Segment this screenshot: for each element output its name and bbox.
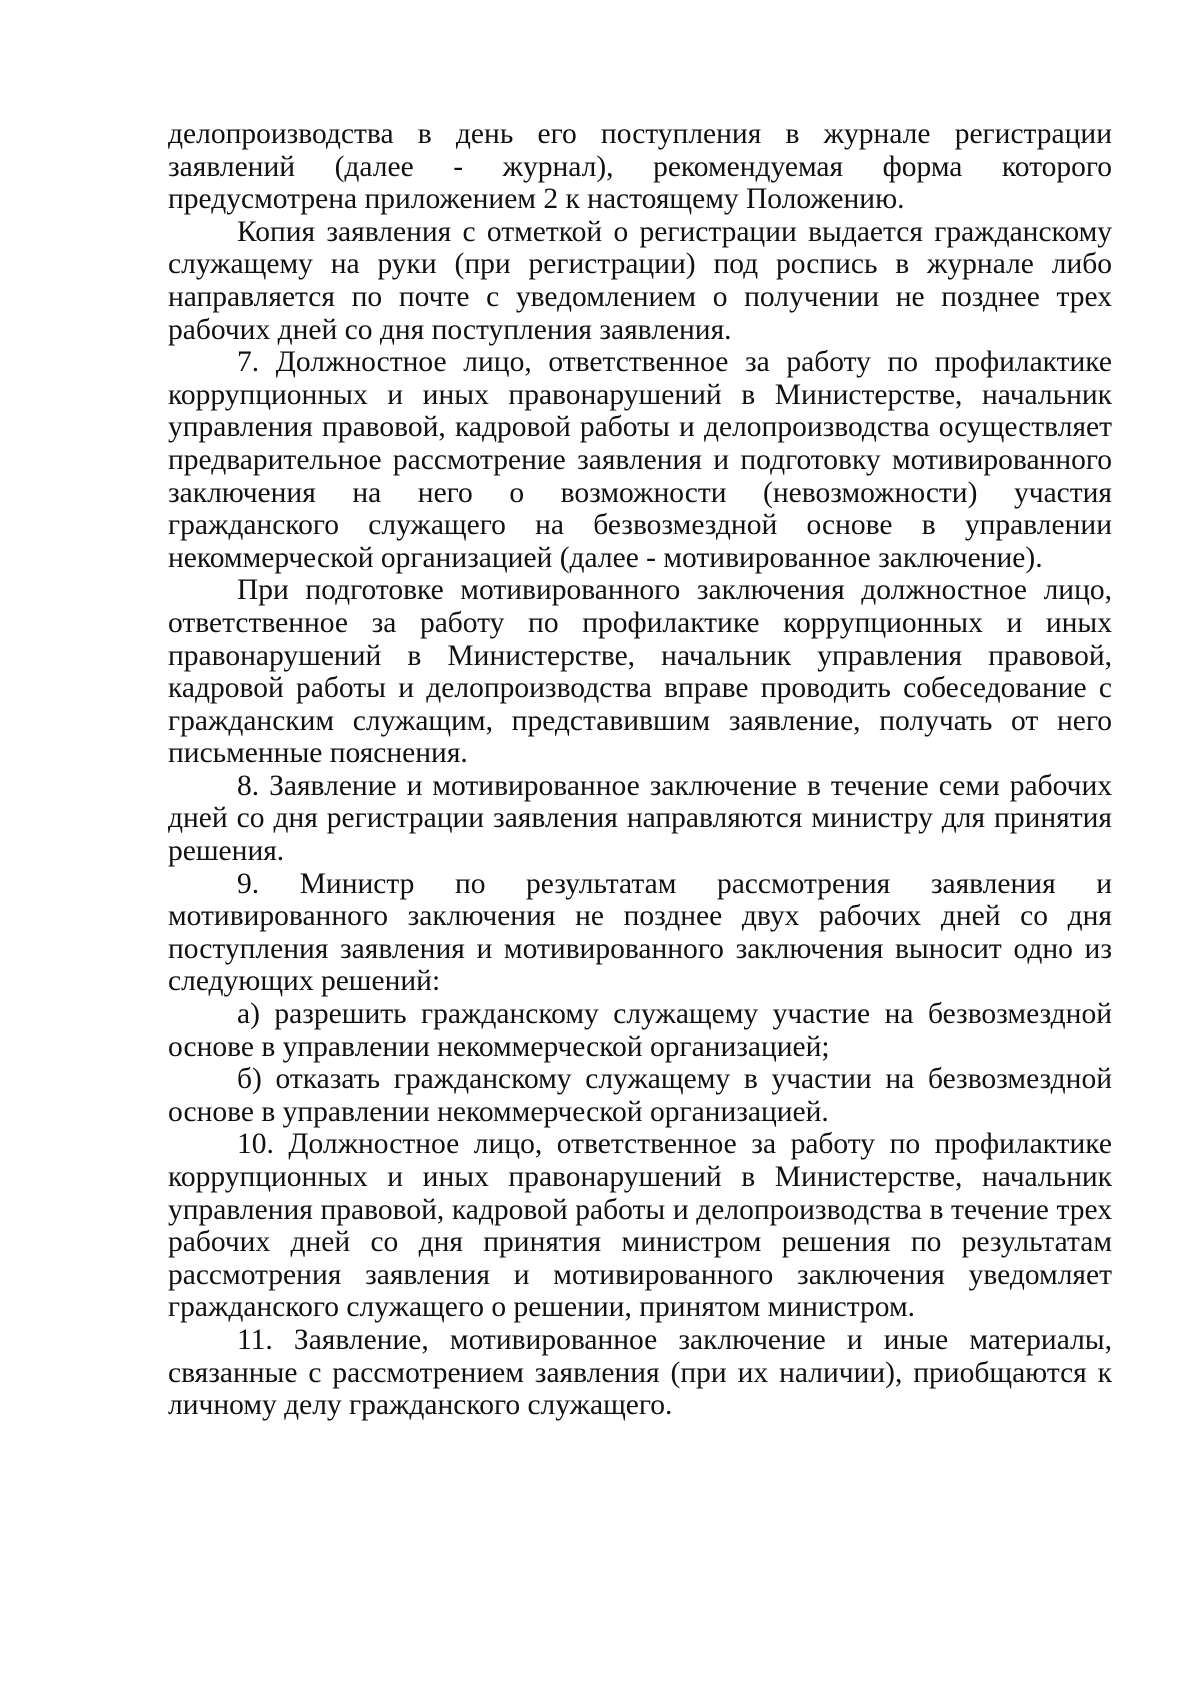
paragraph-item-8: 8. Заявление и мотивированное заключение в течение семи рабочих дней со дня регистрации заявления направляются министру для принятия решения. — [168, 769, 1112, 868]
paragraph-copy-issuance: Копия заявления с отметкой о регистрации выдается гражданскому служащему на руки (при регистрации) под роспись в журнале либо направляется по почте с уведомлением о получении не позднее трех рабочих дней со дня поступления заявления. — [168, 215, 1112, 346]
document-body — [168, 118, 1112, 1422]
paragraph-item-9: 9. Министр по результатам рассмотрения заявления и мотивированного заключения не позднее двух рабочих дней со дня поступления заявления и мотивированного заключения выносит одно из следующих решений: — [168, 867, 1112, 998]
paragraph-continuation: делопроизводства в день его поступления в журнале регистрации заявлений (далее - журнал), рекомендуемая форма которого предусмотрена приложением 2 к настоящему Положению. — [168, 118, 1112, 216]
paragraph-item-9-a: а) разрешить гражданскому служащему участие на безвозмездной основе в управлении некоммерческой организацией; — [168, 998, 1112, 1063]
paragraph-item-10: 10. Должностное лицо, ответственное за работу по профилактике коррупционных и иных правонарушений в Министерстве, начальник управления правовой, кадровой работы и делопроизводства в течение трех рабочих дней со дня принятия министром решения по результатам рассмотрения заявления и мотивированного заключения уведомляет гражданского служащего о решении, принятом министром. — [168, 1128, 1112, 1324]
paragraph-item-7-interview: При подготовке мотивированного заключения должностное лицо, ответственное за работу по профилактике коррупционных и иных правонарушений в Министерстве, начальник управления правовой, кадровой работы и делопроизводства вправе проводить собеседование с гражданским служащим, представившим заявление, получать от него письменные пояснения. — [168, 574, 1112, 770]
paragraph-item-7: 7. Должностное лицо, ответственное за работу по профилактике коррупционных и иных правонарушений в Министерстве, начальник управления правовой, кадровой работы и делопроизводства осуществляет предварительное рассмотрение заявления и подготовку мотивированного заключения на него о возможности (невозможности) участия гражданского служащего на безвозмездной основе в управлении некоммерческой организацией (далее - мотивированное заключение). — [168, 346, 1112, 574]
paragraph-item-11: 11. Заявление, мотивированное заключение и иные материалы, связанные с рассмотрением заявления (при их наличии), приобщаются к личному делу гражданского служащего. — [168, 1323, 1112, 1422]
paragraph-item-9-b: б) отказать гражданскому служащему в участии на безвозмездной основе в управлении некоммерческой организацией. — [168, 1063, 1112, 1128]
